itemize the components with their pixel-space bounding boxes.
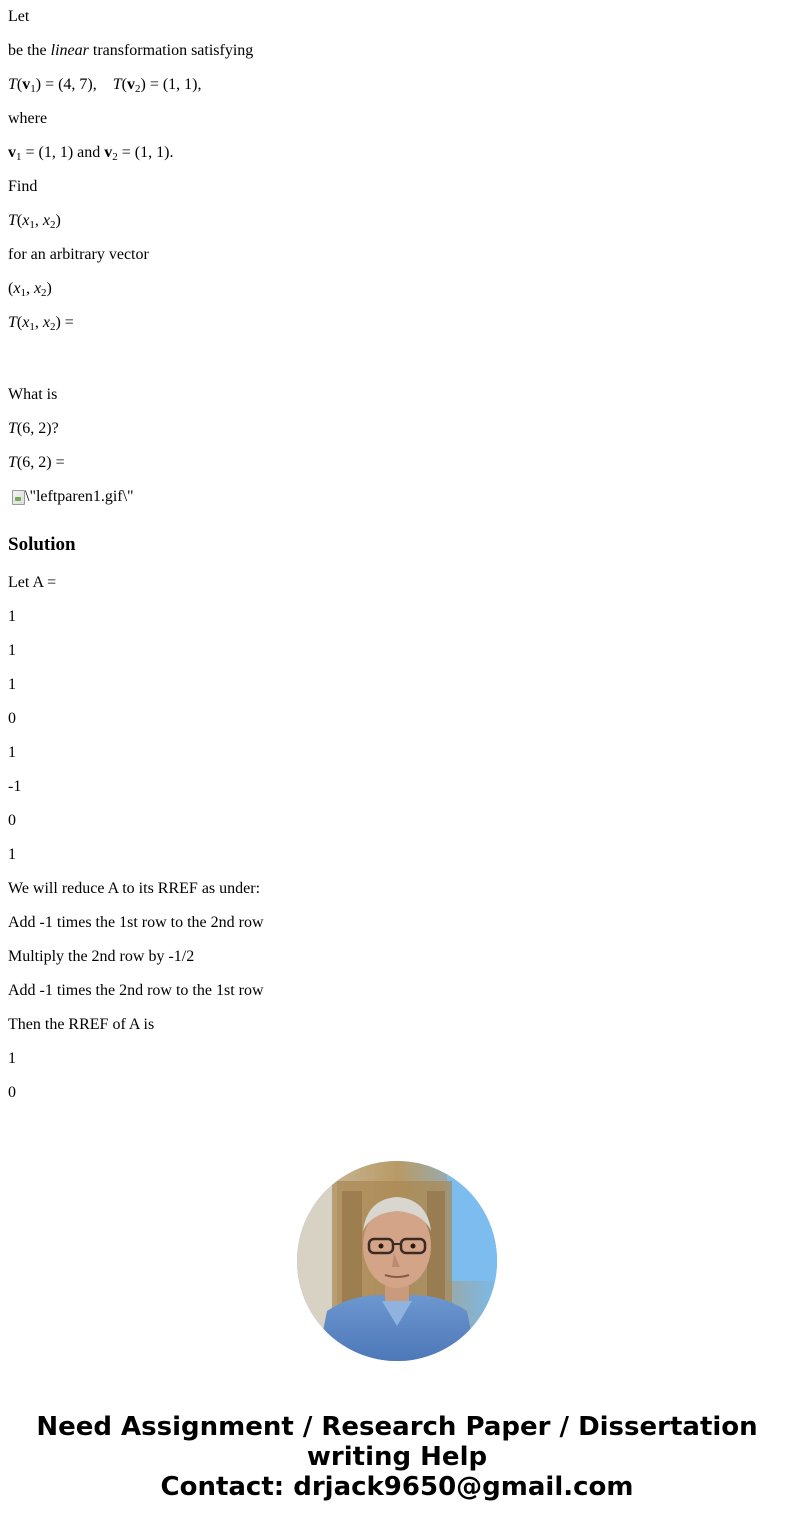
text-rref-intro: Then the RREF of A is: [8, 1016, 155, 1033]
promo-line-1: Need Assignment / Research Paper / Dissertation: [36, 1412, 758, 1442]
matrix-entry: 1: [8, 676, 16, 693]
matrix-entry: 1: [8, 608, 16, 625]
matrix-entry: 1: [8, 744, 16, 761]
matrix-entry: 0: [8, 812, 16, 829]
rref-entry: 1: [8, 1050, 16, 1067]
rref-step: Add -1 times the 1st row to the 2nd row: [8, 914, 264, 931]
question-t-6-2: T(6, 2)?: [8, 420, 59, 437]
matrix-entry: 1: [8, 642, 16, 659]
broken-image-alt-text: \"leftparen1.gif\": [25, 488, 134, 505]
rref-step: Multiply the 2nd row by -1/2: [8, 948, 195, 965]
rref-step: Add -1 times the 2nd row to the 1st row: [8, 982, 264, 999]
text-linear-italic: linear: [50, 42, 89, 59]
expression-t-x1-x2: $T(x_1$, $x_2$): [8, 212, 61, 231]
expression-x1-x2: ($x_1$, $x_2$): [8, 280, 52, 299]
answer-prompt-t-6-2: T(6, 2) =: [8, 454, 65, 471]
matrix-entry: 1: [8, 846, 16, 863]
equation-basis-vectors: $v_1 = (1$, 1) and $v_2 = (1$, 1).: [8, 144, 174, 163]
promo-contact: Contact: drjack9650@gmail.com: [160, 1472, 634, 1502]
text-let: Let: [8, 8, 30, 25]
broken-image: [8, 488, 786, 510]
text-where: where: [8, 110, 48, 127]
solution-heading: Solution: [8, 534, 76, 555]
text-what-is: What is: [8, 386, 58, 403]
author-portrait-graphic: [297, 1161, 497, 1361]
text-reduce-intro: We will reduce A to its RREF as under:: [8, 880, 261, 897]
document-body: [0, 8, 794, 1102]
text-let-a: Let A =: [8, 574, 57, 591]
promo-line-2: writing Help: [306, 1442, 488, 1472]
text-arbitrary-vector: for an arbitrary vector: [8, 246, 149, 263]
promo-banner: [0, 1412, 794, 1502]
matrix-entry: 0: [8, 710, 16, 727]
equation-t-values: $T(v_1) = (4$, 7), $T(v_2) = (1$, 1),: [8, 76, 202, 95]
text-linear-transformation: be the linear transformation satisfying: [8, 42, 254, 59]
answer-prompt-t-x1-x2: $T(x_1$, $x_2$) =: [8, 314, 74, 333]
rref-entry: 0: [8, 1084, 16, 1101]
text-find: Find: [8, 178, 38, 195]
author-avatar: [297, 1161, 497, 1361]
broken-image-icon: [11, 489, 25, 505]
matrix-entry: -1: [8, 778, 22, 795]
